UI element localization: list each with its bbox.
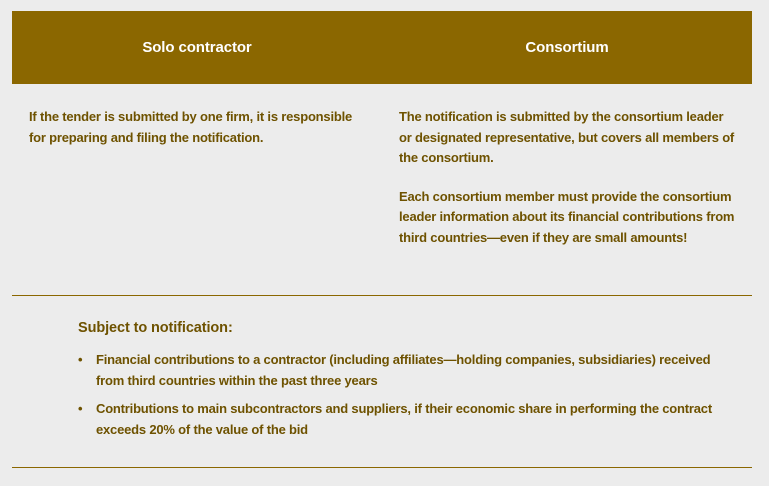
consortium-text-2: Each consortium member must provide the consortium leader information about its financial contributions from third countries—even if they are small amounts!	[399, 188, 735, 245]
solo-contractor-column	[29, 107, 369, 148]
consortium-text-1: The notification is submitted by the consortium leader or designated representative, but covers all members of the consortium.	[399, 109, 735, 165]
header-consortium: Consortium	[525, 39, 609, 56]
bullet-icon: •	[78, 401, 83, 416]
list-item-text: Contributions to main subcontractors and suppliers, if their economic share in performing the contract exceeds 20% of the value of the bid	[96, 401, 712, 437]
divider-bottom	[12, 467, 752, 468]
subject-title: Subject to notification:	[78, 320, 233, 336]
list-item	[78, 399, 738, 440]
list-item-text: Financial contributions to a contractor (including affiliates—holding companies, subsidiaries) received from third countries within the past three years	[96, 352, 711, 388]
header-solo-contractor: Solo contractor	[142, 39, 252, 56]
subject-list	[78, 350, 738, 448]
divider-top	[12, 295, 752, 296]
consortium-column	[399, 107, 739, 248]
solo-contractor-text: If the tender is submitted by one firm, it is responsible for preparing and filing the notification.	[29, 109, 353, 145]
list-item	[78, 350, 738, 391]
table-header	[12, 11, 752, 84]
bullet-icon: •	[78, 352, 83, 367]
